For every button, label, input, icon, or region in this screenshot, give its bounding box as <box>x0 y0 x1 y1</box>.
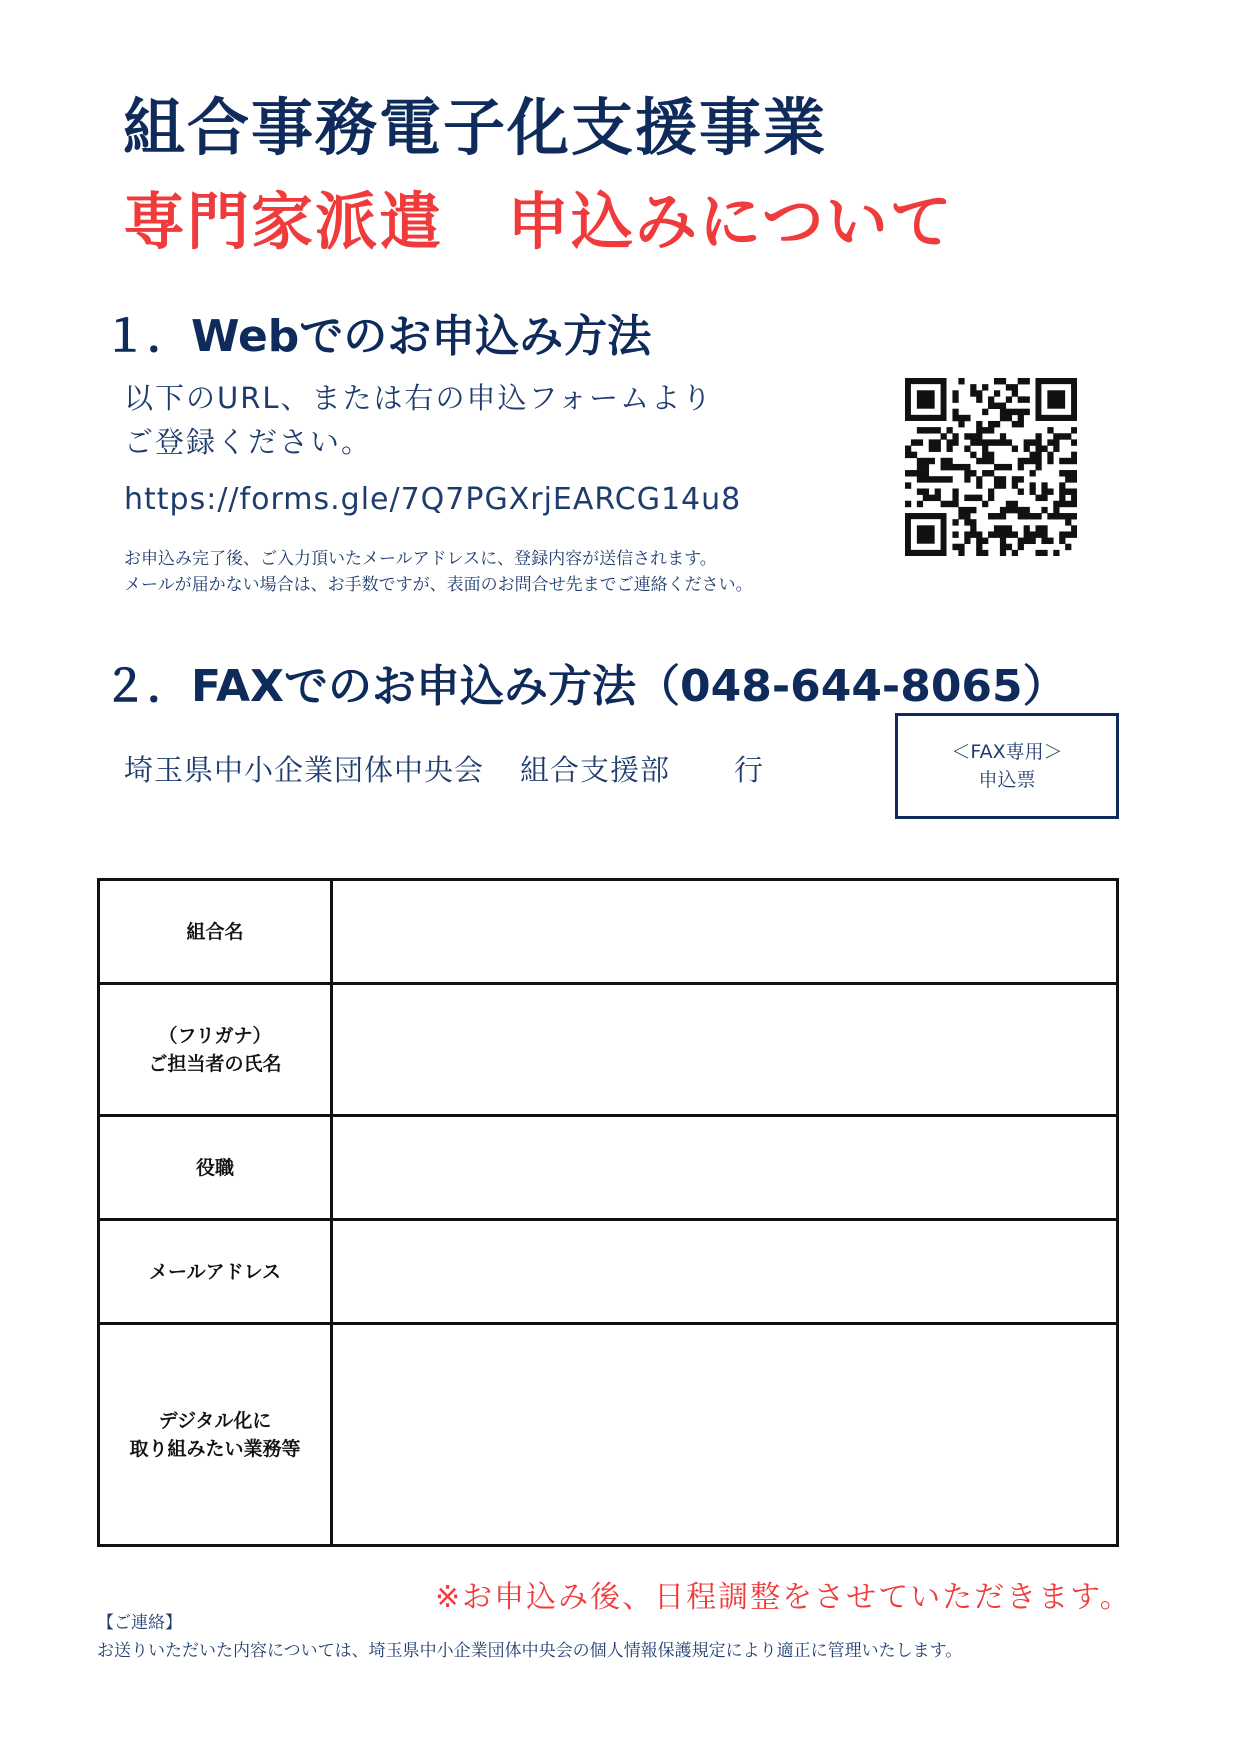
form-label-text: 組合名 <box>186 920 244 943</box>
fax-destination-org: 埼玉県中小企業団体中央会 <box>124 753 485 787</box>
form-url-link[interactable]: https://forms.gle/7Q7PGXrjEARCG14u8 <box>124 482 742 517</box>
form-label-contact-name <box>99 984 332 1116</box>
form-label-email <box>99 1220 332 1324</box>
fax-only-badge-line1: ＜FAX専用＞ <box>951 741 1063 763</box>
fax-destination-suffix: 行 <box>734 753 765 787</box>
form-label-text: メールアドレス <box>148 1260 282 1283</box>
form-label-union-name <box>99 880 332 984</box>
qr-code-icon[interactable] <box>905 378 1077 556</box>
form-field-contact-name[interactable] <box>332 984 1118 1116</box>
form-row-contact-name <box>99 984 1118 1116</box>
form-row-digitalization-tasks <box>99 1324 1118 1546</box>
form-row-union-name <box>99 880 1118 984</box>
form-label-text: 取り組みたい業務等 <box>129 1437 301 1460</box>
form-row-email <box>99 1220 1118 1324</box>
fax-destination <box>124 748 764 789</box>
fax-only-badge-line2: 申込票 <box>978 769 1036 791</box>
web-description-line2: ご登録ください。 <box>124 425 373 459</box>
web-description <box>124 376 713 464</box>
web-section-heading: １．Webでのお申込み方法 <box>103 311 652 362</box>
title-line1: 組合事務電子化支援事業 <box>123 91 828 164</box>
form-field-position[interactable] <box>332 1116 1118 1220</box>
title-line2: 専門家派遣 申込みについて <box>123 185 954 258</box>
form-label-digitalization-tasks <box>99 1324 332 1546</box>
web-description-line1: 以下のURL、または右の申込フォームより <box>124 381 714 415</box>
contact-body: お送りいただいた内容については、埼玉県中小企業団体中央会の個人情報保護規定により適正に管理いたします。 <box>97 1641 963 1661</box>
form-row-position <box>99 1116 1118 1220</box>
fax-destination-dept: 組合支援部 <box>520 753 671 787</box>
web-note-line2: メールが届かない場合は、お手数ですが、表面のお問合せ先までご連絡ください。 <box>124 575 753 595</box>
application-form-table <box>97 878 1119 1547</box>
form-field-email[interactable] <box>332 1220 1118 1324</box>
web-note-line1: お申込み完了後、ご入力頂いたメールアドレスに、登録内容が送信されます。 <box>124 549 717 569</box>
form-field-union-name[interactable] <box>332 880 1118 984</box>
web-note <box>124 546 753 598</box>
form-label-text: 役職 <box>195 1156 234 1179</box>
schedule-reminder: ※お申込み後、日程調整をさせていただきます。 <box>435 1580 1132 1615</box>
form-label-text: ご担当者の氏名 <box>148 1052 282 1075</box>
form-label-text: デジタル化に <box>158 1409 272 1432</box>
form-label-position <box>99 1116 332 1220</box>
form-field-digitalization-tasks[interactable] <box>332 1324 1118 1546</box>
qr-code-graphic <box>905 378 1077 556</box>
form-label-text: （フリガナ） <box>158 1024 272 1047</box>
contact-heading: 【ご連絡】 <box>97 1613 182 1633</box>
fax-only-badge <box>895 713 1119 819</box>
fax-section-heading: ２．FAXでのお申込み方法（048-644-8065） <box>103 661 1067 712</box>
